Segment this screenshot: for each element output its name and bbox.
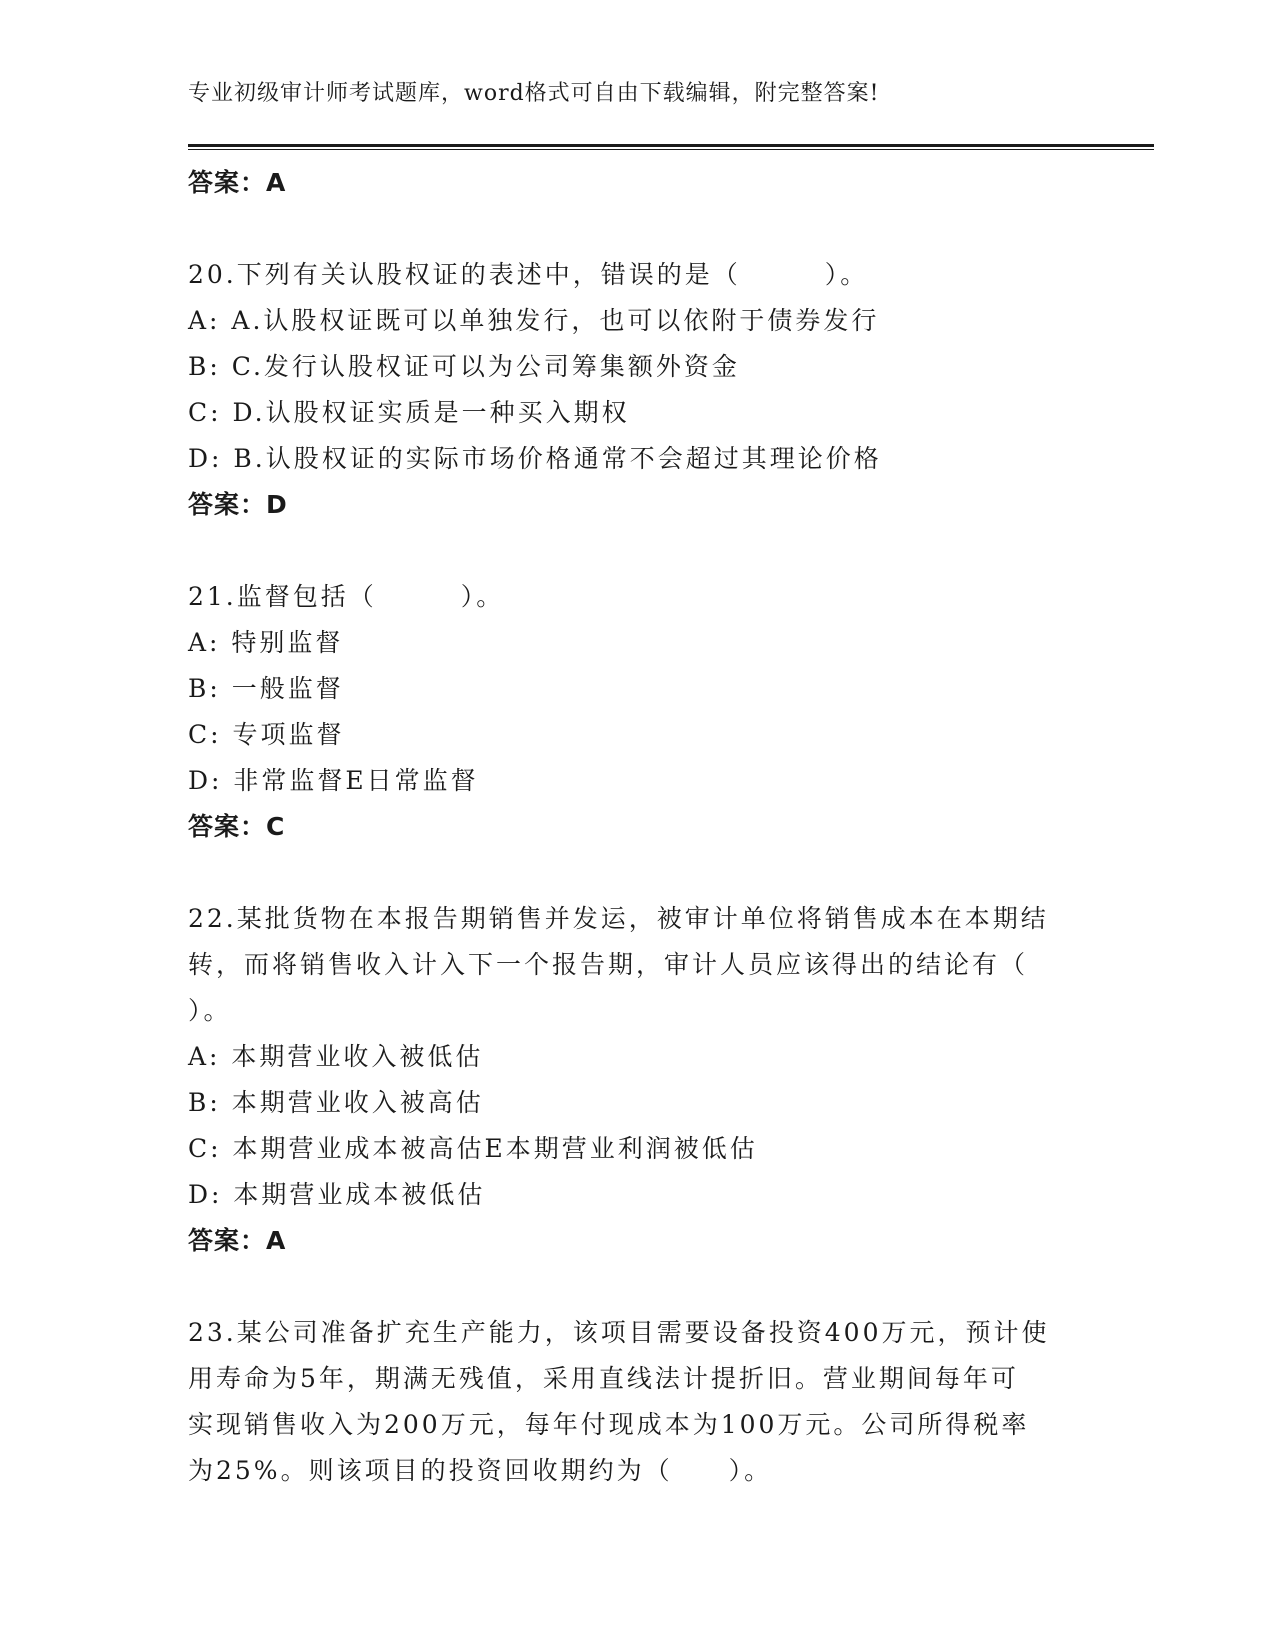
option-d: D: 非常监督E日常监督 — [188, 766, 479, 795]
question-20 — [188, 252, 1088, 528]
page-header: 专业初级审计师考试题库，word格式可自由下载编辑，附完整答案! — [188, 81, 880, 106]
header-rule-thin — [188, 149, 1154, 150]
spacer — [188, 850, 1088, 896]
answer-line: 答案：A — [188, 168, 287, 197]
question-22 — [188, 896, 1088, 1264]
header-rule — [188, 144, 1154, 147]
option-c: C: 专项监督 — [188, 720, 345, 749]
option-a: A: 本期营业收入被低估 — [188, 1042, 484, 1071]
question-stem-cont: 转，而将销售收入计入下一个报告期，审计人员应该得出的结论有（ — [188, 950, 1029, 979]
question-list — [188, 160, 1088, 1494]
option-d: D: 本期营业成本被低估 — [188, 1180, 486, 1209]
answer-line: 答案：C — [188, 812, 286, 841]
option-c: C: 本期营业成本被高估E本期营业利润被低估 — [188, 1134, 758, 1163]
option-b: B: 本期营业收入被高估 — [188, 1088, 484, 1117]
spacer — [188, 206, 1088, 252]
option-a: A: 特别监督 — [188, 628, 344, 657]
question-stem: 23.某公司准备扩充生产能力，该项目需要设备投资400万元，预计使 — [188, 1318, 1050, 1347]
question-stem-cont: 用寿命为5年，期满无残值，采用直线法计提折旧。营业期间每年可 — [188, 1364, 1019, 1393]
question-stem: 21.监督包括（ ）。 — [188, 582, 505, 611]
option-d: D: B.认股权证的实际市场价格通常不会超过其理论价格 — [188, 444, 882, 473]
spacer — [188, 1264, 1088, 1310]
question-21 — [188, 574, 1088, 850]
question-stem: 20.下列有关认股权证的表述中，错误的是（ ）。 — [188, 260, 869, 289]
option-a: A: A.认股权证既可以单独发行，也可以依附于债券发行 — [188, 306, 880, 335]
question-stem-cont: 为25%。则该项目的投资回收期约为（ ）。 — [188, 1456, 773, 1485]
question-stem: 22.某批货物在本报告期销售并发运，被审计单位将销售成本在本期结 — [188, 904, 1049, 933]
option-b: B: C.发行认股权证可以为公司筹集额外资金 — [188, 352, 740, 381]
answer-line: 答案：D — [188, 490, 288, 519]
question-23 — [188, 1310, 1088, 1494]
question-stem-cont: 实现销售收入为200万元，每年付现成本为100万元。公司所得税率 — [188, 1410, 1030, 1439]
question-stem-cont: ）。 — [188, 996, 232, 1025]
answer-line: 答案：A — [188, 1226, 287, 1255]
option-c: C: D.认股权证实质是一种买入期权 — [188, 398, 630, 427]
option-b: B: 一般监督 — [188, 674, 344, 703]
spacer — [188, 528, 1088, 574]
